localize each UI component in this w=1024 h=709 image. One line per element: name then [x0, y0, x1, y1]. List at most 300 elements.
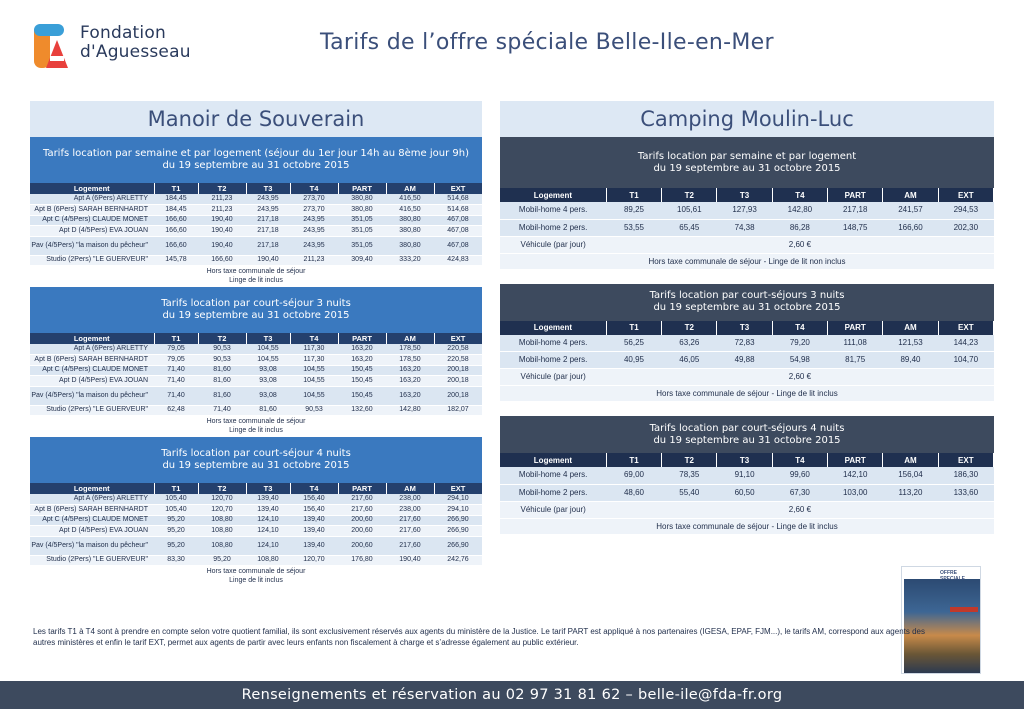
table-row [30, 215, 482, 226]
price-cell: 79,05 [154, 344, 198, 355]
left-band-line: Tarifs location par court-séjour 3 nuits [161, 298, 351, 309]
table-row [30, 355, 482, 366]
price-cell: 211,23 [290, 255, 338, 266]
price-cell: 217,60 [386, 536, 434, 555]
column-header: T2 [198, 483, 246, 494]
price-cell: 150,45 [338, 365, 386, 376]
column-header: PART [828, 453, 883, 467]
column-header: AM [883, 321, 938, 335]
price-cell: 380,80 [386, 226, 434, 237]
flyer-red-band [950, 607, 978, 612]
price-cell: 72,83 [717, 335, 772, 352]
price-cell: 217,18 [246, 226, 290, 237]
right-header-row [500, 321, 994, 335]
price-cell: 220,58 [434, 355, 482, 366]
column-header: Logement [500, 321, 606, 335]
right-header-row [500, 188, 994, 202]
price-cell: 108,80 [198, 536, 246, 555]
price-cell: 104,55 [246, 344, 290, 355]
price-cell: 178,50 [386, 344, 434, 355]
row-label: Véhicule (par jour) [500, 501, 606, 518]
section-spacer [500, 401, 994, 416]
left-price-table [30, 183, 483, 266]
right-header-row [500, 453, 994, 467]
price-cell: 182,07 [434, 405, 482, 416]
price-cell: 163,20 [386, 365, 434, 376]
right-band-line: du 19 septembre au 31 octobre 2015 [653, 162, 841, 174]
price-cell: 54,98 [772, 352, 827, 369]
table-row [500, 219, 994, 236]
column-header: T1 [606, 453, 661, 467]
price-cell: 120,70 [198, 494, 246, 505]
row-label: Studio (2Pers) "LE GUERVEUR" [30, 555, 154, 566]
price-cell: 105,61 [662, 202, 717, 219]
price-cell: 63,26 [662, 335, 717, 352]
price-cell: 104,55 [290, 386, 338, 405]
price-cell: 266,90 [434, 536, 482, 555]
price-cell: 186,30 [938, 467, 993, 484]
price-cell: 190,40 [246, 255, 290, 266]
note-line: Hors taxe communale de séjour [206, 568, 306, 575]
price-cell: 132,60 [338, 405, 386, 416]
table-row [30, 255, 482, 266]
price-cell: 93,08 [246, 376, 290, 387]
table-row [500, 335, 994, 352]
price-cell: 211,23 [198, 194, 246, 205]
price-cell: 242,76 [434, 555, 482, 566]
price-cell: 133,60 [938, 484, 993, 501]
column-header: T3 [717, 321, 772, 335]
price-cell: 86,28 [772, 219, 827, 236]
price-cell: 95,20 [154, 526, 198, 537]
price-cell: 104,55 [290, 365, 338, 376]
left-band-line: du 19 septembre au 31 octobre 2015 [162, 310, 350, 321]
column-header: T3 [246, 183, 290, 194]
table-row [30, 405, 482, 416]
price-cell: 333,20 [386, 255, 434, 266]
column-header: T4 [772, 453, 827, 467]
price-cell: 71,40 [154, 365, 198, 376]
column-header: AM [386, 183, 434, 194]
column-header: AM [883, 188, 938, 202]
table-row [500, 484, 994, 501]
column-header: T1 [154, 333, 198, 344]
price-cell: 71,40 [154, 386, 198, 405]
right-band-line: Tarifs location par court-séjours 4 nuits [649, 422, 845, 434]
right-section-note: Hors taxe communale de séjour - Linge de lit inclus [500, 519, 994, 534]
table-row [30, 376, 482, 387]
table-row [500, 352, 994, 369]
price-cell: 113,20 [883, 484, 938, 501]
price-cell: 200,18 [434, 386, 482, 405]
price-cell: 95,20 [198, 555, 246, 566]
left-section-note [30, 266, 482, 287]
row-label: Apt B (6Pers) SARAH BERNHARDT [30, 505, 154, 516]
price-cell: 78,35 [662, 467, 717, 484]
price-cell: 111,08 [828, 335, 883, 352]
price-cell: 121,53 [883, 335, 938, 352]
table-row [30, 205, 482, 216]
note-line: Linge de lit inclus [229, 577, 283, 584]
column-header: T3 [717, 188, 772, 202]
brand-name-line2: d'Aguesseau [80, 42, 191, 62]
row-label: Véhicule (par jour) [500, 236, 606, 253]
note-line: Hors taxe communale de séjour [206, 418, 306, 425]
price-cell: 139,40 [290, 536, 338, 555]
left-section-note [30, 566, 482, 587]
price-cell: 166,60 [883, 219, 938, 236]
column-header: T3 [246, 333, 290, 344]
row-label: Mobil-home 2 pers. [500, 352, 606, 369]
price-cell: 190,40 [386, 555, 434, 566]
price-cell: 294,10 [434, 494, 482, 505]
price-cell: 81,60 [198, 365, 246, 376]
price-cell: 163,20 [338, 355, 386, 366]
row-label: Pav (4/5Pers) "la maison du pêcheur" [30, 536, 154, 555]
left-band-line: du 19 septembre au 31 octobre 2015 [162, 460, 350, 471]
price-cell: 241,57 [883, 202, 938, 219]
price-cell: 124,10 [246, 536, 290, 555]
price-cell: 514,68 [434, 205, 482, 216]
brand-name-line1: Fondation [80, 23, 166, 43]
price-cell: 142,80 [772, 202, 827, 219]
price-cell: 95,20 [154, 515, 198, 526]
price-cell: 60,50 [717, 484, 772, 501]
right-band-line: Tarifs location par semaine et par logement [637, 150, 857, 162]
column-header: T2 [198, 183, 246, 194]
brand-name [80, 24, 191, 62]
page-title: Tarifs de l’offre spéciale Belle-Ile-en-Mer [320, 30, 774, 55]
column-header: T4 [772, 188, 827, 202]
left-band-line: Tarifs location par semaine et par logement (séjour du 1er jour 14h au 8ème jour 9h) [42, 148, 469, 159]
table-row [30, 505, 482, 516]
price-cell: 53,55 [606, 219, 661, 236]
price-cell: 127,93 [717, 202, 772, 219]
price-cell: 273,70 [290, 194, 338, 205]
price-cell: 69,00 [606, 467, 661, 484]
table-row [30, 236, 482, 255]
vehicle-row [500, 369, 994, 386]
row-label: Apt A (6Pers) ARLETTY [30, 494, 154, 505]
column-header: EXT [434, 483, 482, 494]
row-label: Studio (2Pers) "LE GUERVEUR" [30, 405, 154, 416]
table-row [30, 536, 482, 555]
price-cell: 243,95 [246, 194, 290, 205]
row-label: Apt C (4/5Pers) CLAUDE MONET [30, 515, 154, 526]
section-spacer [500, 534, 994, 549]
flyer-tag: OFFRE SPECIALE [940, 570, 966, 582]
price-cell: 55,40 [662, 484, 717, 501]
manoir-column [30, 101, 482, 587]
column-header: PART [338, 333, 386, 344]
table-row [30, 344, 482, 355]
pricing-footnote: Les tarifs T1 à T4 sont à prendre en compte selon votre quotient familial, ils sont exclusivement réservés aux agents du ministère de la Justice. Le tarif PART est appliqué à nos partenaires (IGESA, EPAF, FJM...), le tarifs AM, correspond aux agents des autres ministères et enfin le tarif EXT, permet aux agents de partir avec leurs enfants non fiscalement à charge et s’adresse également au public extérieur. [33, 627, 925, 647]
column-header: T2 [662, 321, 717, 335]
price-cell: 163,20 [386, 376, 434, 387]
price-cell: 220,58 [434, 344, 482, 355]
price-cell: 217,60 [338, 505, 386, 516]
price-cell: 139,40 [246, 505, 290, 516]
price-cell: 81,75 [828, 352, 883, 369]
price-cell: 217,60 [386, 526, 434, 537]
price-cell: 81,60 [198, 386, 246, 405]
row-label: Mobil-home 2 pers. [500, 219, 606, 236]
price-cell: 99,60 [772, 467, 827, 484]
price-cell: 89,25 [606, 202, 661, 219]
column-header: Logement [30, 183, 154, 194]
price-cell: 217,60 [386, 515, 434, 526]
column-header: PART [338, 183, 386, 194]
price-cell: 108,80 [198, 515, 246, 526]
price-cell: 108,80 [246, 555, 290, 566]
right-band-line: Tarifs location par court-séjours 3 nuits [649, 290, 845, 301]
price-cell: 56,25 [606, 335, 661, 352]
price-cell: 211,23 [198, 205, 246, 216]
right-band-line: du 19 septembre au 31 octobre 2015 [653, 434, 841, 446]
column-header: AM [883, 453, 938, 467]
price-cell: 145,78 [154, 255, 198, 266]
table-row [30, 526, 482, 537]
price-cell: 200,60 [338, 536, 386, 555]
price-cell: 163,20 [338, 344, 386, 355]
price-cell: 83,30 [154, 555, 198, 566]
row-label: Apt B (6Pers) SARAH BERNHARDT [30, 205, 154, 216]
price-cell: 120,70 [290, 555, 338, 566]
right-price-table [500, 321, 994, 387]
column-header: Logement [500, 188, 606, 202]
price-cell: 200,60 [338, 515, 386, 526]
camping-heading: Camping Moulin-Luc [500, 101, 994, 137]
manoir-sections [30, 137, 482, 587]
price-cell: 156,40 [290, 494, 338, 505]
price-cell: 178,50 [386, 355, 434, 366]
note-line: Linge de lit inclus [229, 277, 283, 284]
price-cell: 266,90 [434, 526, 482, 537]
column-header: T1 [606, 321, 661, 335]
column-header: EXT [434, 183, 482, 194]
table-row [500, 202, 994, 219]
row-label: Véhicule (par jour) [500, 369, 606, 386]
column-header: T1 [154, 483, 198, 494]
left-header-row [30, 483, 482, 494]
table-row [30, 194, 482, 205]
price-cell: 294,10 [434, 505, 482, 516]
price-cell: 148,75 [828, 219, 883, 236]
price-cell: 90,53 [198, 355, 246, 366]
column-header: T2 [198, 333, 246, 344]
row-label: Apt B (6Pers) SARAH BERNHARDT [30, 355, 154, 366]
table-row [30, 494, 482, 505]
column-header: PART [338, 483, 386, 494]
price-cell: 104,55 [246, 355, 290, 366]
row-label: Mobil-home 4 pers. [500, 202, 606, 219]
price-cell: 184,45 [154, 194, 198, 205]
column-header: T3 [717, 453, 772, 467]
left-price-table [30, 483, 483, 566]
column-header: T4 [772, 321, 827, 335]
price-cell: 90,53 [198, 344, 246, 355]
price-cell: 67,30 [772, 484, 827, 501]
table-row [500, 467, 994, 484]
row-label: Apt C (4/5Pers) CLAUDE MONET [30, 215, 154, 226]
note-line: Hors taxe communale de séjour [206, 268, 306, 275]
price-cell: 176,80 [338, 555, 386, 566]
price-cell: 217,18 [246, 236, 290, 255]
price-cell: 2,60 € [606, 501, 993, 518]
column-header: T2 [662, 188, 717, 202]
right-section-note: Hors taxe communale de séjour - Linge de lit inclus [500, 386, 994, 401]
price-cell: 81,60 [198, 376, 246, 387]
table-row [30, 515, 482, 526]
vehicle-row [500, 236, 994, 253]
note-line: Linge de lit inclus [229, 427, 283, 434]
column-header: T4 [290, 333, 338, 344]
row-label: Studio (2Pers) "LE GUERVEUR" [30, 255, 154, 266]
price-cell: 156,40 [290, 505, 338, 516]
left-section-band [30, 437, 482, 483]
price-cell: 467,08 [434, 215, 482, 226]
column-header: T2 [662, 453, 717, 467]
manoir-heading: Manoir de Souverain [30, 101, 482, 137]
price-cell: 79,20 [772, 335, 827, 352]
price-cell: 105,40 [154, 494, 198, 505]
price-cell: 79,05 [154, 355, 198, 366]
row-label: Pav (4/5Pers) "la maison du pêcheur" [30, 386, 154, 405]
price-cell: 49,88 [717, 352, 772, 369]
price-cell: 90,53 [290, 405, 338, 416]
price-cell: 467,08 [434, 226, 482, 237]
table-row [30, 365, 482, 376]
column-header: T4 [290, 183, 338, 194]
price-cell: 40,95 [606, 352, 661, 369]
price-cell: 514,68 [434, 194, 482, 205]
left-header-row [30, 183, 482, 194]
column-header: Logement [30, 333, 154, 344]
price-cell: 243,95 [246, 205, 290, 216]
price-cell: 46,05 [662, 352, 717, 369]
column-header: T1 [154, 183, 198, 194]
price-cell: 62,48 [154, 405, 198, 416]
price-cell: 105,40 [154, 505, 198, 516]
price-cell: 238,00 [386, 494, 434, 505]
price-cell: 117,30 [290, 355, 338, 366]
row-label: Mobil-home 4 pers. [500, 467, 606, 484]
price-cell: 190,40 [198, 226, 246, 237]
row-label: Mobil-home 4 pers. [500, 335, 606, 352]
fondation-logo-icon [30, 22, 74, 72]
column-header: Logement [500, 453, 606, 467]
left-price-table [30, 333, 483, 416]
price-cell: 243,95 [290, 236, 338, 255]
price-cell: 166,60 [154, 215, 198, 226]
price-cell: 93,08 [246, 365, 290, 376]
row-label: Apt C (4/5Pers) CLAUDE MONET [30, 365, 154, 376]
left-section-band [30, 287, 482, 333]
camping-sections [500, 137, 994, 549]
camping-column [500, 101, 994, 549]
price-cell: 380,80 [386, 236, 434, 255]
price-cell: 144,23 [938, 335, 993, 352]
price-cell: 380,80 [386, 215, 434, 226]
table-row [30, 386, 482, 405]
price-cell: 2,60 € [606, 236, 993, 253]
price-cell: 95,20 [154, 536, 198, 555]
left-section-band [30, 137, 482, 183]
price-cell: 351,05 [338, 236, 386, 255]
price-cell: 273,70 [290, 205, 338, 216]
price-cell: 424,83 [434, 255, 482, 266]
price-cell: 190,40 [198, 215, 246, 226]
price-cell: 351,05 [338, 215, 386, 226]
column-header: T4 [290, 483, 338, 494]
price-cell: 142,10 [828, 467, 883, 484]
column-header: EXT [938, 453, 993, 467]
price-cell: 150,45 [338, 386, 386, 405]
offer-flyer-thumbnail [901, 566, 981, 674]
price-cell: 166,60 [198, 255, 246, 266]
price-cell: 200,60 [338, 526, 386, 537]
right-price-table [500, 453, 994, 519]
row-label: Apt A (6Pers) ARLETTY [30, 344, 154, 355]
column-header: AM [386, 333, 434, 344]
price-cell: 120,70 [198, 505, 246, 516]
price-cell: 139,40 [246, 494, 290, 505]
left-section-note [30, 416, 482, 437]
price-cell: 124,10 [246, 526, 290, 537]
price-cell: 48,60 [606, 484, 661, 501]
column-header: EXT [938, 321, 993, 335]
table-row [30, 555, 482, 566]
price-cell: 217,60 [338, 494, 386, 505]
row-label: Mobil-home 2 pers. [500, 484, 606, 501]
section-spacer [500, 269, 994, 284]
right-section-note: Hors taxe communale de séjour - Linge de lit non inclus [500, 254, 994, 269]
price-cell: 309,40 [338, 255, 386, 266]
right-band-line: du 19 septembre au 31 octobre 2015 [653, 302, 841, 313]
price-cell: 156,04 [883, 467, 938, 484]
row-label: Apt A (6Pers) ARLETTY [30, 194, 154, 205]
column-header: PART [828, 188, 883, 202]
price-cell: 71,40 [198, 405, 246, 416]
price-cell: 217,18 [246, 215, 290, 226]
column-header: EXT [938, 188, 993, 202]
column-header: Logement [30, 483, 154, 494]
price-cell: 81,60 [246, 405, 290, 416]
price-cell: 108,80 [198, 526, 246, 537]
right-section-band [500, 137, 994, 188]
left-band-line: du 19 septembre au 31 octobre 2015 [162, 160, 350, 171]
price-cell: 266,90 [434, 515, 482, 526]
price-cell: 74,38 [717, 219, 772, 236]
price-cell: 243,95 [290, 215, 338, 226]
price-cell: 243,95 [290, 226, 338, 237]
price-cell: 139,40 [290, 526, 338, 537]
row-label: Apt D (4/5Pers) EVA JOUAN [30, 226, 154, 237]
column-header: T3 [246, 483, 290, 494]
price-cell: 150,45 [338, 376, 386, 387]
price-cell: 380,80 [338, 205, 386, 216]
price-cell: 93,08 [246, 386, 290, 405]
price-cell: 184,45 [154, 205, 198, 216]
price-cell: 163,20 [386, 386, 434, 405]
price-cell: 104,70 [938, 352, 993, 369]
right-section-band [500, 416, 994, 453]
contact-footer: Renseignements et réservation au 02 97 31 81 62 – belle-ile@fda-fr.org [0, 681, 1024, 709]
price-cell: 71,40 [154, 376, 198, 387]
right-section-band [500, 284, 994, 321]
price-cell: 104,55 [290, 376, 338, 387]
brand-logo [30, 22, 190, 74]
